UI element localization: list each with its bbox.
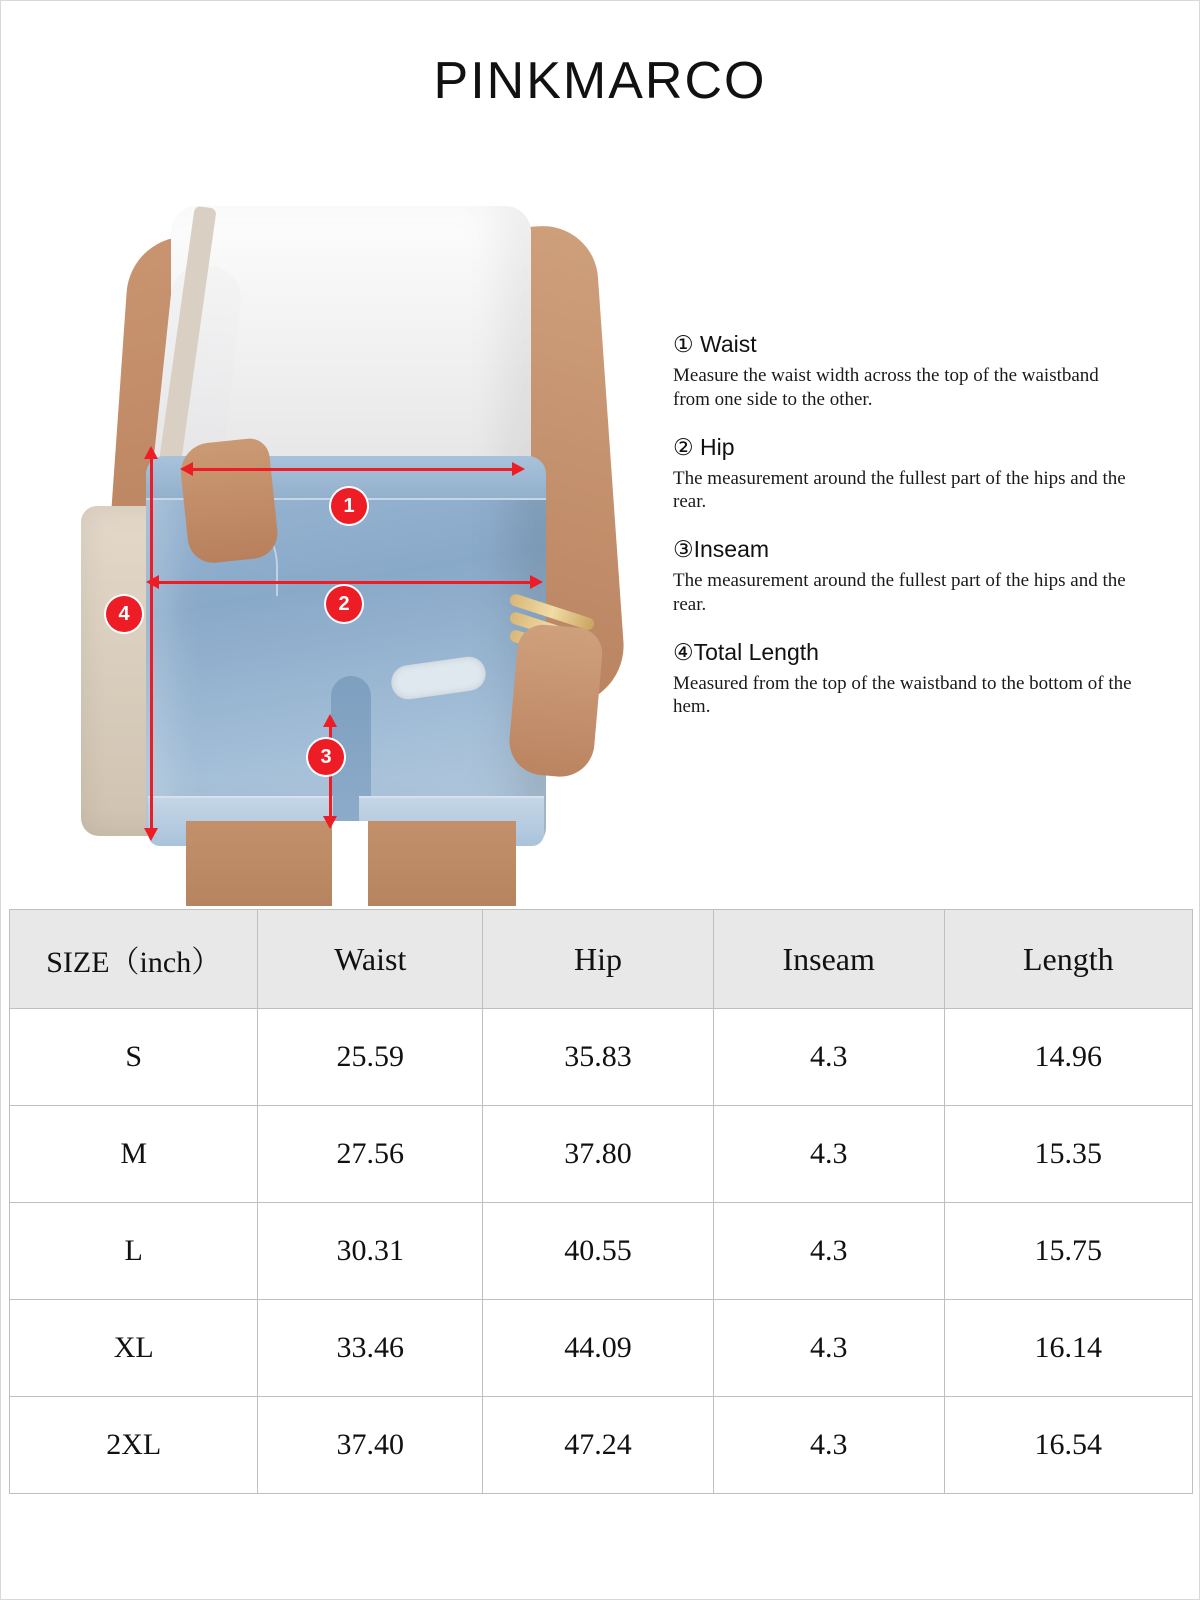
table-row bbox=[10, 1397, 1193, 1494]
hip-measure-line bbox=[158, 581, 530, 584]
model-legs bbox=[186, 821, 516, 906]
cell-waist: 27.56 bbox=[258, 1106, 483, 1203]
legend-length-title bbox=[673, 639, 1133, 666]
cell-inseam: 4.3 bbox=[713, 1009, 944, 1106]
table-row bbox=[10, 1106, 1193, 1203]
legend-length-desc: Measured from the top of the waistband to the bottom of the hem. bbox=[673, 672, 1132, 718]
cell-inseam: 4.3 bbox=[713, 1300, 944, 1397]
legend-length-label: Total Length bbox=[693, 638, 819, 665]
inseam-arrow-up bbox=[323, 714, 337, 727]
cell-length: 15.75 bbox=[944, 1203, 1192, 1300]
cell-waist: 37.40 bbox=[258, 1397, 483, 1494]
legend-item-hip bbox=[673, 434, 1133, 515]
header-inseam: Inseam bbox=[713, 910, 944, 1009]
size-table-head bbox=[10, 910, 1193, 1009]
size-table-wrapper bbox=[9, 909, 1193, 1494]
callout-badge-waist: 1 bbox=[331, 488, 367, 524]
length-measure-line bbox=[150, 458, 153, 828]
legend-hip-marker: ② bbox=[673, 433, 694, 460]
inseam-arrow-down bbox=[323, 816, 337, 829]
cell-hip: 44.09 bbox=[483, 1300, 714, 1397]
legend-inseam-marker: ③ bbox=[673, 536, 694, 562]
cell-length: 16.14 bbox=[944, 1300, 1192, 1397]
cell-size: XL bbox=[10, 1300, 258, 1397]
table-row bbox=[10, 1203, 1193, 1300]
legend-waist-desc: Measure the waist width across the top of the waistband from one side to the other. bbox=[673, 365, 1099, 410]
cell-inseam: 4.3 bbox=[713, 1106, 944, 1203]
header-waist: Waist bbox=[258, 910, 483, 1009]
cell-waist: 30.31 bbox=[258, 1203, 483, 1300]
legend-waist-marker: ① bbox=[673, 331, 694, 357]
header-length: Length bbox=[944, 910, 1192, 1009]
legend-hip-desc: The measurement around the fullest part of the hips and the rear. bbox=[673, 467, 1126, 513]
shorts-distressed-rip bbox=[389, 655, 488, 702]
table-row bbox=[10, 1009, 1193, 1106]
cell-length: 15.35 bbox=[944, 1106, 1192, 1203]
length-arrow-down bbox=[144, 828, 158, 841]
legend-item-inseam bbox=[673, 536, 1133, 617]
waist-arrow-right bbox=[512, 462, 525, 476]
legend-inseam-desc: The measurement around the fullest part of the hips and the rear. bbox=[673, 570, 1126, 615]
cell-waist: 33.46 bbox=[258, 1300, 483, 1397]
product-photo bbox=[76, 206, 636, 906]
callout-badge-inseam: 3 bbox=[308, 739, 344, 775]
hip-arrow-right bbox=[530, 575, 543, 589]
table-header-row bbox=[10, 910, 1193, 1009]
legend-item-waist bbox=[673, 331, 1133, 412]
model-left-hand bbox=[178, 437, 280, 566]
cell-inseam: 4.3 bbox=[713, 1397, 944, 1494]
brand-title: PINKMARCO bbox=[433, 52, 767, 110]
cell-hip: 37.80 bbox=[483, 1106, 714, 1203]
length-arrow-up bbox=[144, 446, 158, 459]
legend-waist-label: Waist bbox=[700, 331, 757, 357]
legend-item-length bbox=[673, 639, 1133, 720]
legend-inseam-label: Inseam bbox=[693, 536, 770, 562]
size-table-body bbox=[10, 1009, 1193, 1494]
table-row bbox=[10, 1300, 1193, 1397]
cell-length: 14.96 bbox=[944, 1009, 1192, 1106]
cell-size: 2XL bbox=[10, 1397, 258, 1494]
model-right-hand bbox=[507, 623, 605, 780]
callout-badge-hip: 2 bbox=[326, 586, 362, 622]
cell-hip: 47.24 bbox=[483, 1397, 714, 1494]
legend-inseam-title bbox=[673, 536, 1133, 563]
legend-hip-label: Hip bbox=[700, 433, 735, 460]
callout-badge-length: 4 bbox=[106, 596, 142, 632]
waist-arrow-left bbox=[180, 462, 193, 476]
cell-size: S bbox=[10, 1009, 258, 1106]
cell-waist: 25.59 bbox=[258, 1009, 483, 1106]
legend-hip-title bbox=[673, 434, 1133, 461]
cell-hip: 40.55 bbox=[483, 1203, 714, 1300]
cell-length: 16.54 bbox=[944, 1397, 1192, 1494]
legend-length-marker: ④ bbox=[673, 638, 694, 665]
measurement-legend bbox=[673, 331, 1133, 741]
cell-size: M bbox=[10, 1106, 258, 1203]
cell-hip: 35.83 bbox=[483, 1009, 714, 1106]
size-table bbox=[9, 909, 1193, 1494]
cell-size: L bbox=[10, 1203, 258, 1300]
cell-inseam: 4.3 bbox=[713, 1203, 944, 1300]
waist-measure-line bbox=[192, 468, 512, 471]
header-hip: Hip bbox=[483, 910, 714, 1009]
legend-waist-title bbox=[673, 331, 1133, 358]
header-size: SIZE（inch） bbox=[10, 910, 258, 1009]
